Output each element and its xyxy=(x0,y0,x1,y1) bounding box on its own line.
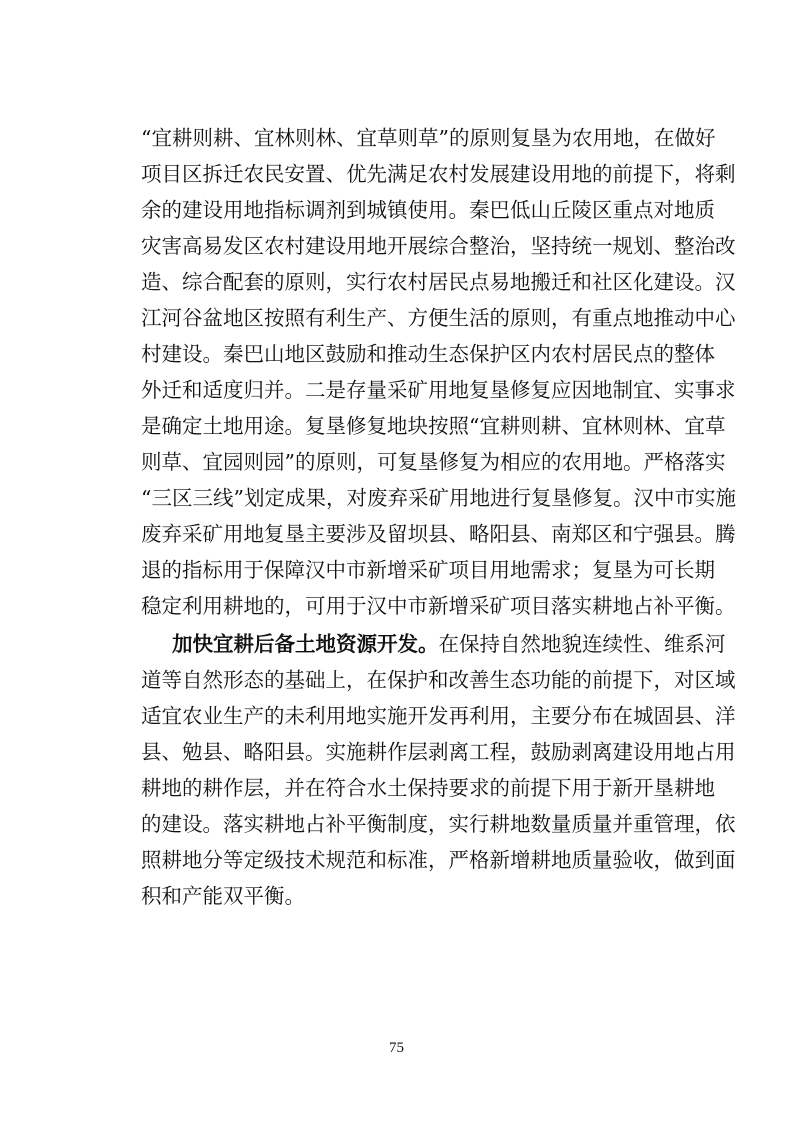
paragraph1-line-8: 外迁和适度归并。二是存量采矿用地复垦修复应因地制宜、实事求 xyxy=(141,378,736,402)
paragraph2-line-3: 适宜农业生产的未利用地实施开发再利用，主要分布在城固县、洋 xyxy=(141,704,736,728)
paragraph1-line-10: 则草、宜园则园”的原则，可复垦修复为相应的农用地。严格落实 xyxy=(141,450,726,474)
paragraph2-line-4: 县、勉县、略阳县。实施耕作层剥离工程，鼓励剥离建设用地占用 xyxy=(141,740,736,764)
paragraph1-line-7: 村建设。秦巴山地区鼓励和推动生态保护区内农村居民点的整体 xyxy=(141,342,715,366)
paragraph1-line-6: 江河谷盆地区按照有利生产、方便生活的原则，有重点地推动中心 xyxy=(141,306,736,330)
page-number: 75 xyxy=(389,1040,404,1056)
paragraph2-line-7: 照耕地分等定级技术规范和标准，严格新增耕地质量验收，做到面 xyxy=(141,848,736,872)
paragraph2-first-line-text: 在保持自然地貌连续性、维系河 xyxy=(438,632,726,656)
paragraph1-line-5: 造、综合配套的原则，实行农村居民点易地搬迁和社区化建设。汉 xyxy=(141,270,736,294)
section-lead-heading: 加快宜耕后备土地资源开发。 xyxy=(172,632,439,656)
paragraph1-line-3: 余的建设用地指标调剂到城镇使用。秦巴低山丘陵区重点对地质 xyxy=(141,198,715,222)
paragraph2-line-5: 耕地的耕作层，并在符合水土保持要求的前提下用于新开垦耕地 xyxy=(141,776,715,800)
paragraph1-line-11: “三区三线”划定成果，对废弃采矿用地进行复垦修复。汉中市实施 xyxy=(141,486,736,510)
paragraph2-line-2: 道等自然形态的基础上，在保护和改善生态功能的前提下，对区域 xyxy=(141,668,736,692)
paragraph1-line-2: 项目区拆迁农民安置、优先满足农村发展建设用地的前提下，将剩 xyxy=(141,162,736,186)
paragraph1-line-13: 退的指标用于保障汉中市新增采矿项目用地需求；复垦为可长期 xyxy=(141,558,715,582)
paragraph1-line-12: 废弃采矿用地复垦主要涉及留坝县、略阳县、南郑区和宁强县。腾 xyxy=(141,522,736,546)
paragraph1-line-1: “宜耕则耕、宜林则林、宜草则草”的原则复垦为农用地，在做好 xyxy=(141,126,716,150)
paragraph1-line-9: 是确定土地用途。复垦修复地块按照“宜耕则耕、宜林则林、宜草 xyxy=(141,414,726,438)
paragraph2-line-8: 积和产能双平衡。 xyxy=(141,884,305,908)
paragraph2-first-line xyxy=(172,632,726,656)
paragraph1-line-4: 灾害高易发区农村建设用地开展综合整治，坚持统一规划、整治改 xyxy=(141,234,736,258)
paragraph2-line-6: 的建设。落实耕地占补平衡制度，实行耕地数量质量并重管理，依 xyxy=(141,812,736,836)
paragraph1-line-14: 稳定利用耕地的，可用于汉中市新增采矿项目落实耕地占补平衡。 xyxy=(141,594,736,618)
